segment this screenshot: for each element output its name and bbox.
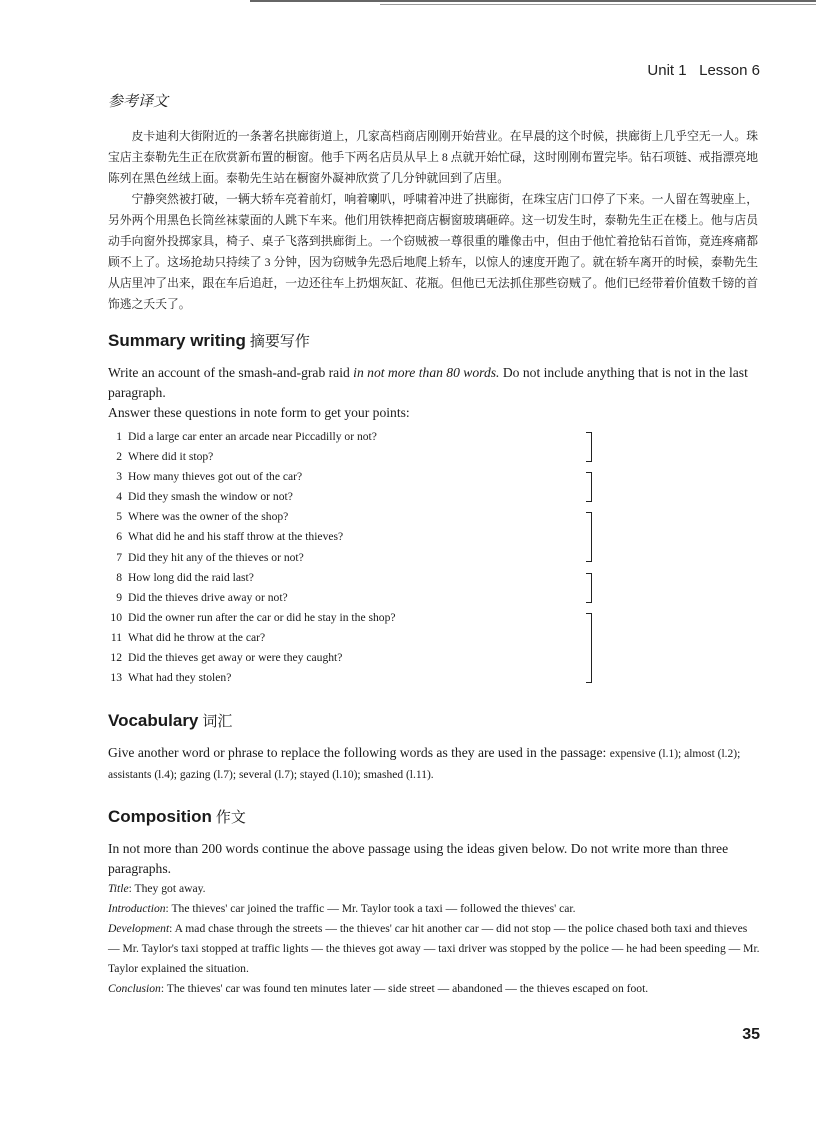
question-text: What had they stolen? [128, 671, 232, 685]
running-header [647, 62, 760, 79]
composition-heading [108, 806, 760, 827]
question-item [108, 568, 760, 588]
composition-intro-text: : The thieves' car joined the traffic — Mr. Taylor took a taxi — followed the thieves' car. [165, 902, 576, 915]
composition-intro-label: Introduction [108, 902, 166, 915]
composition-introduction [108, 899, 760, 919]
bracket-4 [582, 573, 592, 603]
vocabulary-instruction: Give another word or phrase to replace the following words as they are used in the passage: [108, 745, 610, 760]
question-item [108, 507, 760, 527]
translation-paragraph-1: 皮卡迪利大街附近的一条著名拱廊街道上，几家高档商店刚刚开始营业。在早晨的这个时候，拱廊街上几乎空无一人。珠宝店主泰勒先生正在欣赏新布置的橱窗。他手下两名店员从早上 8 点就开始忙碌，这时刚刚布置完毕。钻石项链、戒指漂亮地陈列在黑色丝绒上面。泰勒先生站在橱窗外凝神欣赏了几分钟就回到了店里。 [108, 129, 758, 185]
question-item [108, 467, 760, 487]
question-item [108, 668, 760, 688]
composition-concl-text: : The thieves' car was found ten minutes later — side street — abandoned — the thieves escaped on foot. [160, 982, 649, 995]
question-text: How long did the raid last? [128, 570, 254, 584]
question-text: Did they hit any of the thieves or not? [128, 550, 304, 564]
summary-intro-rest: Do not include anything that is not in the last paragraph. [108, 365, 748, 400]
summary-heading-en: Summary writing [108, 331, 246, 350]
composition-development [108, 919, 760, 979]
question-text: What did he throw at the car? [128, 630, 266, 644]
question-number: 11 [110, 630, 122, 644]
question-text: Where did it stop? [128, 450, 214, 464]
translation-paragraph-2: 宁静突然被打破，一辆大轿车亮着前灯，响着喇叭，呼啸着冲进了拱廊街，在珠宝店门口停了下来。一人留在驾驶座上，另外两个用黑色长筒丝袜蒙面的人跳下车来。他们用铁棒把商店橱窗玻璃砸碎。这一切发生时，泰勒先生正在楼上。他与店员动手向窗外投掷家具，椅子、桌子飞落到拱廊街上。一个窃贼被一尊很重的雕像击中，但由于他忙着抢钻石首饰，竟连疼痛都顾不上了。这场抢劫只持续了 3 分钟，因为窃贼争先恐后地爬上轿车，以惊人的速度开跑了。就在轿车离开的时候，泰勒先生从店里冲了出来，跟在车后追赶，一边还往车上扔烟灰缸、花瓶。但他已无法抓住那些窃贼了。他们已经带着价值数千镑的首饰逃之夭夭了。 [108, 192, 758, 311]
question-text: Did a large car enter an arcade near Piccadilly or not? [128, 430, 377, 443]
top-rule [250, 0, 816, 2]
question-number: 10 [110, 610, 122, 624]
composition-instruction: In not more than 200 words continue the above passage using the ideas given below. Do not write more than three paragraphs. [108, 841, 729, 876]
bracket-1 [582, 432, 592, 462]
composition-title-label: Title [108, 882, 129, 895]
question-item [108, 628, 760, 648]
question-text: How many thieves got out of the car? [128, 470, 303, 484]
question-item [108, 648, 760, 668]
question-number: 12 [110, 651, 122, 665]
summary-intro [108, 363, 760, 403]
vocabulary-heading-en: Vocabulary [108, 711, 199, 730]
question-text: Did they smash the window or not? [128, 490, 293, 504]
unit-label: Unit 1 [647, 62, 687, 79]
question-number: 1 [116, 430, 122, 443]
summary-intro-text: Write an account of the smash-and-grab raid [108, 365, 354, 380]
question-item [108, 427, 760, 447]
question-number: 9 [116, 590, 122, 604]
vocabulary-words: expensive (l.1); almost (l.2); assistants (l.4); gazing (l.7); several (l.7); stayed (l.10); smashed (l.11). [108, 748, 741, 781]
summary-instruction: Answer these questions in note form to get your points: [108, 405, 410, 420]
question-number: 3 [116, 470, 122, 484]
lesson-label: Lesson 6 [699, 62, 760, 79]
question-text: What did he and his staff throw at the thieves? [128, 530, 344, 544]
vocabulary-section [108, 710, 760, 785]
question-item [108, 588, 760, 608]
translation-title: 参考译文 [108, 94, 169, 110]
composition-heading-en: Composition [108, 807, 212, 826]
question-item [108, 527, 760, 547]
composition-section [108, 806, 760, 999]
composition-dev-text: : A mad chase through the streets — the thieves' car hit another car — did not stop — the police chased both taxi and thieves — Mr. Taylor's taxi stopped at traffic lights — the thieves got away — taxi driver was stopped by the police — he had been speeding — Mr. Taylor explained the situation. [108, 922, 760, 975]
composition-concl-label: Conclusion [108, 982, 161, 995]
summary-heading-cn: 摘要写作 [249, 334, 310, 350]
question-text: Where was the owner of the shop? [128, 510, 289, 524]
question-text: Did the thieves drive away or not? [128, 590, 288, 604]
summary-section [108, 330, 760, 688]
question-number: 7 [116, 550, 122, 564]
composition-title-text: : They got away. [128, 882, 206, 895]
composition-conclusion [108, 979, 760, 999]
question-number: 5 [116, 510, 122, 524]
question-number: 13 [110, 671, 122, 685]
question-list [108, 427, 760, 688]
question-text: Did the owner run after the car or did he stay in the shop? [128, 610, 396, 624]
question-text: Did the thieves get away or were they caught? [128, 651, 343, 665]
vocabulary-text [108, 743, 760, 785]
question-item [108, 487, 760, 507]
vocabulary-heading [108, 710, 760, 731]
bracket-3 [582, 512, 592, 562]
composition-heading-cn: 作文 [215, 810, 246, 826]
question-number: 4 [116, 490, 122, 504]
summary-intro-italic: in not more than 80 words. [353, 365, 500, 380]
question-item [108, 608, 760, 628]
summary-heading [108, 330, 760, 351]
top-rule-secondary [380, 4, 816, 5]
question-number: 6 [116, 530, 122, 544]
translation-block [108, 126, 758, 315]
vocabulary-heading-cn: 词汇 [202, 714, 233, 730]
bracket-5 [582, 613, 592, 683]
question-item [108, 548, 760, 568]
bracket-2 [582, 472, 592, 502]
question-number: 2 [116, 450, 122, 464]
composition-dev-label: Development [108, 922, 170, 935]
question-number: 8 [116, 570, 122, 584]
page-number: 35 [742, 1026, 760, 1043]
composition-title [108, 879, 760, 899]
question-item [108, 447, 760, 467]
